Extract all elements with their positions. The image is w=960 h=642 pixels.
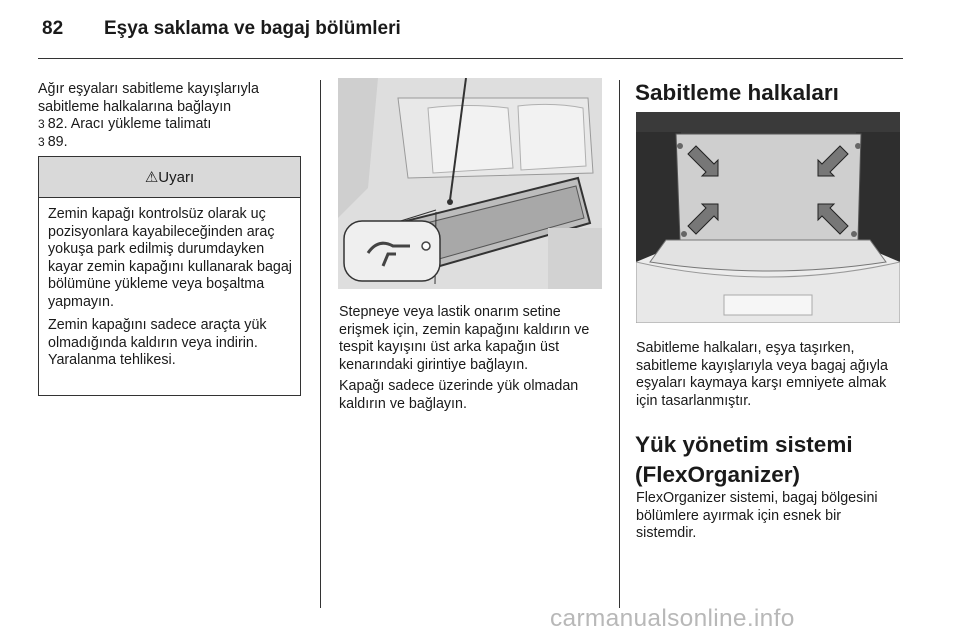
chapter-title: Eşya saklama ve bagaj bölümleri	[104, 18, 401, 39]
column-divider-1	[320, 80, 321, 608]
intro-text: Ağır eşyaları sabitleme kayışlarıyla sabitleme halkalarına bağlayın	[38, 81, 259, 115]
cross-ref-icon: 3	[38, 117, 45, 131]
floor-cover-illustration	[338, 78, 602, 294]
col2-paragraph-2: Kapağı sadece üzerinde yük olmadan kaldırın ve bağlayın.	[339, 378, 579, 412]
ref-link-2[interactable]	[38, 134, 303, 152]
col2-paragraph-1: Stepneye veya lastik onarım setine erişmek için, zemin kapağını kaldırın ve tespit kayışını üst arka kapağın üst kenarındaki girintiye bağlayın.	[339, 304, 590, 373]
section-heading-lashing-eyes: Sabitleme halkaları	[635, 80, 839, 105]
watermark: carmanualsonline.info	[550, 605, 795, 632]
lashing-eyes-illustration	[636, 112, 900, 328]
page-number: 82	[42, 18, 64, 39]
section-heading-flexorganizer: Yük yönetim sistemi (FlexOrganizer)	[635, 432, 853, 487]
warning-body	[39, 198, 300, 370]
warning-icon: ⚠	[144, 169, 159, 186]
warning-title: Uyarı	[158, 169, 195, 186]
warning-text-1: Zemin kapağı kontrolsüz olarak uç pozisyonlara kayabileceğinden araç yokuşa park edilmiş durumdayken kayar zemin kapağını kullanarak bagaj bölümüne yükleme veya boşaltma yapmayın.	[48, 206, 292, 310]
column-divider-2	[619, 80, 620, 608]
page-header	[42, 18, 401, 40]
cross-ref-icon: 3	[38, 134, 45, 149]
warning-box	[38, 156, 301, 396]
warning-header	[39, 157, 300, 198]
ref-link-1[interactable]	[38, 116, 303, 134]
header-rule	[38, 58, 903, 59]
ref-link-1-text: 82. Aracı yükleme talimatı	[47, 116, 212, 132]
col3-paragraph-1: Sabitleme halkaları, eşya taşırken, sabitleme kayışlarıyla veya bagaj ağıyla eşyaları kaymaya karşı emniyete almak için tasarlanmıştır.	[636, 340, 888, 409]
col3-text-1	[636, 340, 898, 414]
col2-text	[339, 304, 607, 417]
col3-text-2	[636, 490, 898, 547]
ref-link-2-text: 89.	[47, 133, 68, 150]
col1-intro	[38, 81, 303, 151]
col3-paragraph-2: FlexOrganizer sistemi, bagaj bölgesini bölümlere ayırmak için esnek bir sistemdir.	[636, 490, 878, 541]
warning-text-2: Zemin kapağını sadece araçta yük olmadığında kaldırın veya indirin. Yaralanma tehlikesi.	[48, 317, 267, 368]
